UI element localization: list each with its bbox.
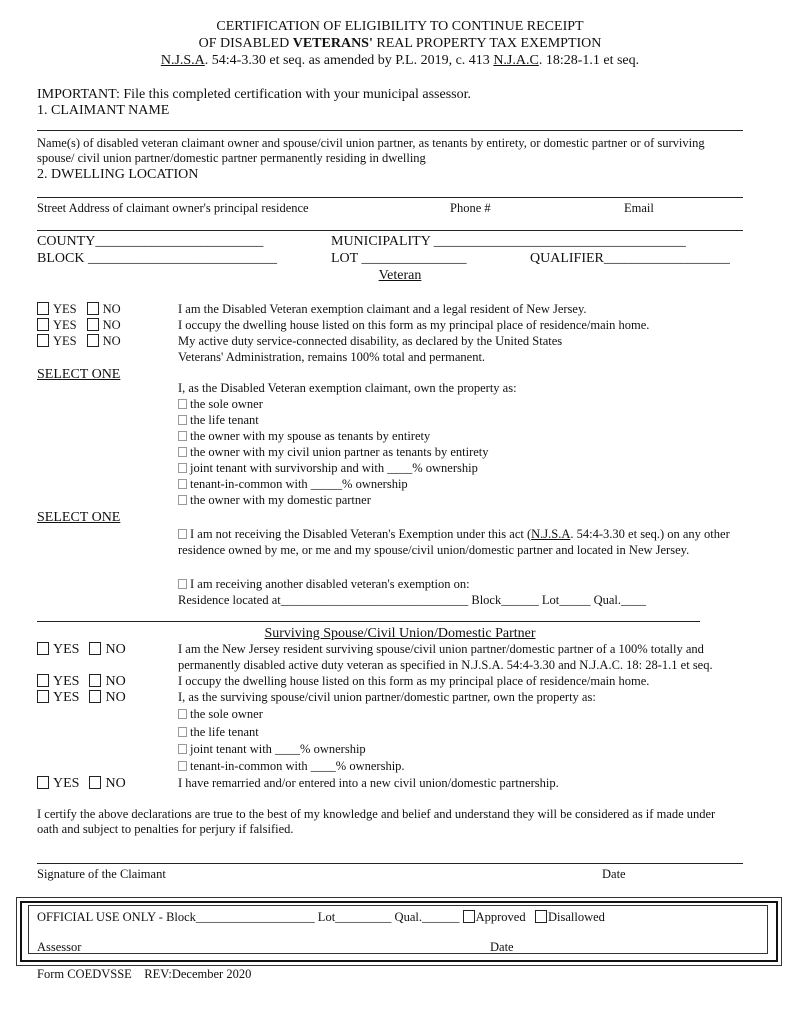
no-checkbox[interactable] [89, 642, 101, 655]
no-checkbox[interactable] [87, 334, 99, 347]
yes-label: YES [53, 334, 77, 348]
divider [37, 621, 700, 622]
yes-no-row-1 [37, 302, 121, 317]
yes-checkbox[interactable] [37, 318, 49, 331]
disallowed-label: Disallowed [547, 910, 605, 924]
yes-label: YES [53, 642, 80, 657]
option-text: I am not receiving the Disabled Veteran's Exemption under this act ( [190, 527, 532, 541]
no-checkbox[interactable] [89, 776, 101, 789]
street-label: Street Address of claimant owner's principal residence [37, 201, 309, 215]
veteran-question-3a: My active duty service-connected disability, as declared by the United States [178, 334, 563, 348]
njsa-ref: N.J.S.A [531, 527, 571, 541]
njsa-ref: N.J.S.A [160, 53, 205, 68]
county-field[interactable]: COUNTY________________________ [37, 234, 264, 249]
yes-no-row-2 [37, 318, 121, 333]
claimant-name-field[interactable] [37, 130, 743, 131]
option-text: I am receiving another disabled veteran's exemption on: [190, 577, 470, 591]
yes-no-row-3 [37, 334, 121, 349]
assessor-label: Assessor [37, 940, 82, 954]
ownership-option [178, 461, 478, 476]
checkbox[interactable] [178, 447, 187, 457]
municipality-field[interactable]: MUNICIPALITY ____________________________________ [331, 234, 686, 249]
ownership-option [178, 759, 405, 774]
option-text: the owner with my spouse as tenants by entirety [190, 429, 431, 443]
option-text: joint tenant with ____% ownership [190, 742, 366, 756]
phone-label: Phone # [450, 201, 491, 215]
residence-field[interactable]: Residence located at______________________________ Block______ Lot_____ Qual.____ [178, 593, 646, 607]
ownership-option [178, 742, 366, 757]
lot-field[interactable]: LOT _______________ [331, 251, 467, 266]
yes-checkbox[interactable] [37, 776, 49, 789]
not-receiving-option [178, 527, 730, 542]
option-text: . 54:4-3.30 et seq.) on any other [570, 527, 730, 541]
yes-label: YES [53, 690, 80, 705]
ownership-option [178, 477, 408, 492]
statute-text: . 54:4-3.30 et seq. as amended by P.L. 2019, c. 413 [204, 53, 494, 68]
section-2-title: 2. DWELLING LOCATION [37, 167, 199, 182]
njac-ref: N.J.A.C [493, 53, 539, 68]
ownership-option [178, 413, 259, 428]
checkbox[interactable] [178, 415, 187, 425]
surviving-heading: Surviving Spouse/Civil Union/Domestic Partner [264, 626, 536, 641]
section-1-title: 1. CLAIMANT NAME [37, 103, 170, 118]
block-field[interactable]: BLOCK ___________________________ [37, 251, 277, 266]
title-text: OF DISABLED [198, 36, 293, 51]
surviving-question-2: I occupy the dwelling house listed on this form as my principal place of residence/main home. [178, 674, 650, 688]
no-label: NO [102, 334, 121, 348]
no-label: NO [105, 776, 126, 791]
checkbox[interactable] [178, 495, 187, 505]
divider [37, 230, 743, 231]
yes-label: YES [53, 302, 77, 316]
option-text: the owner with my domestic partner [190, 493, 371, 507]
qualifier-field[interactable]: QUALIFIER__________________ [530, 251, 730, 266]
receiving-option [178, 577, 470, 592]
yes-no-row-6 [37, 690, 126, 705]
surviving-question-4: I have remarried and/or entered into a new civil union/domestic partnership. [178, 776, 559, 790]
no-label: NO [105, 674, 126, 689]
address-field[interactable] [37, 197, 743, 198]
important-note: IMPORTANT: File this completed certification with your municipal assessor. [37, 87, 471, 102]
disallowed-checkbox[interactable] [535, 910, 547, 923]
checkbox[interactable] [178, 463, 187, 473]
not-receiving-line-2: residence owned by me, or me and my spouse/civil union/domestic partner and located in New Jersey. [178, 543, 690, 557]
approved-label: Approved [475, 910, 526, 924]
no-label: NO [105, 642, 126, 657]
veteran-heading: Veteran [378, 268, 422, 283]
title-bold: VETERANS' [292, 36, 373, 51]
checkbox[interactable] [178, 727, 187, 737]
option-text: the life tenant [190, 725, 259, 739]
ownership-option [178, 397, 263, 412]
claimant-caption-1: Name(s) of disabled veteran claimant owner and spouse/civil union partner, as tenants by entirety, or domestic partner or of surviving [37, 136, 705, 150]
checkbox[interactable] [178, 479, 187, 489]
ownership-option [178, 445, 489, 460]
yes-checkbox[interactable] [37, 674, 49, 687]
yes-no-row-4 [37, 642, 126, 657]
checkbox[interactable] [178, 529, 187, 539]
title-text: REAL PROPERTY TAX EXEMPTION [372, 36, 602, 51]
yes-no-row-7 [37, 776, 126, 791]
signature-date-label: Date [602, 867, 626, 881]
statute-reference [0, 52, 800, 69]
yes-no-row-5 [37, 674, 126, 689]
no-checkbox[interactable] [87, 302, 99, 315]
no-label: NO [105, 690, 126, 705]
option-text: the owner with my civil union partner as tenants by entirety [190, 445, 489, 459]
ownership-option [178, 493, 371, 508]
signature-field[interactable] [37, 863, 743, 864]
official-use-fields[interactable]: OFFICIAL USE ONLY - Block___________________ Lot_________ Qual.______ [37, 910, 463, 924]
assessor-date-label: Date [490, 940, 514, 954]
certify-line-2: oath and subject to penalties for perjury if falsified. [37, 822, 294, 836]
certify-line-1: I certify the above declarations are true to the best of my knowledge and belief and understand they will be considered as if made under [37, 807, 716, 821]
option-text: tenant-in-common with _____% ownership [190, 477, 408, 491]
official-use-line [37, 910, 605, 925]
yes-label: YES [53, 674, 80, 689]
no-checkbox[interactable] [87, 318, 99, 331]
signature-label: Signature of the Claimant [37, 867, 166, 881]
veteran-question-3b: Veterans' Administration, remains 100% total and permanent. [178, 350, 486, 364]
claimant-caption-2: spouse/ civil union partner/domestic partner permanently residing in dwelling [37, 151, 426, 165]
veteran-question-2: I occupy the dwelling house listed on this form as my principal place of residence/main home. [178, 318, 650, 332]
option-text: tenant-in-common with ____% ownership. [190, 759, 405, 773]
yes-label: YES [53, 318, 77, 332]
option-text: joint tenant with survivorship and with ____% ownership [190, 461, 478, 475]
checkbox[interactable] [178, 761, 187, 771]
surviving-question-1a: I am the New Jersey resident surviving spouse/civil union partner/domestic partner of a 100% totally and [178, 642, 704, 656]
no-label: NO [102, 318, 121, 332]
title-line-1: CERTIFICATION OF ELIGIBILITY TO CONTINUE RECEIPT [216, 19, 584, 34]
yes-label: YES [53, 776, 80, 791]
checkbox[interactable] [178, 431, 187, 441]
surviving-question-3: I, as the surviving spouse/civil union partner/domestic partner, own the property as: [178, 690, 596, 704]
checkbox[interactable] [178, 709, 187, 719]
yes-checkbox[interactable] [37, 302, 49, 315]
email-label: Email [624, 201, 654, 215]
ownership-option [178, 707, 263, 722]
option-text: the life tenant [190, 413, 259, 427]
yes-checkbox[interactable] [37, 690, 49, 703]
statute-text: . 18:28-1.1 et seq. [538, 53, 640, 68]
surviving-question-1b: permanently disabled active duty veteran as specified in N.J.S.A. 54:4-3.30 and N.J.A.C. 18: 28-1.1 et seq. [178, 658, 713, 672]
checkbox[interactable] [178, 744, 187, 754]
option-text: the sole owner [190, 707, 263, 721]
veteran-question-1: I am the Disabled Veteran exemption claimant and a legal resident of New Jersey. [178, 302, 587, 316]
no-label: NO [102, 302, 121, 316]
approved-checkbox[interactable] [463, 910, 475, 923]
title-line-2 [0, 35, 800, 52]
ownership-intro: I, as the Disabled Veteran exemption claimant, own the property as: [178, 381, 517, 395]
no-checkbox[interactable] [89, 690, 101, 703]
select-one-label-2: SELECT ONE [37, 510, 121, 525]
ownership-option [178, 429, 430, 444]
form-id: Form COEDVSSE REV:December 2020 [37, 967, 252, 981]
no-checkbox[interactable] [89, 674, 101, 687]
yes-checkbox[interactable] [37, 334, 49, 347]
yes-checkbox[interactable] [37, 642, 49, 655]
ownership-option [178, 725, 259, 740]
checkbox[interactable] [178, 579, 187, 589]
checkbox[interactable] [178, 399, 187, 409]
option-text: the sole owner [190, 397, 263, 411]
select-one-label: SELECT ONE [37, 367, 121, 382]
